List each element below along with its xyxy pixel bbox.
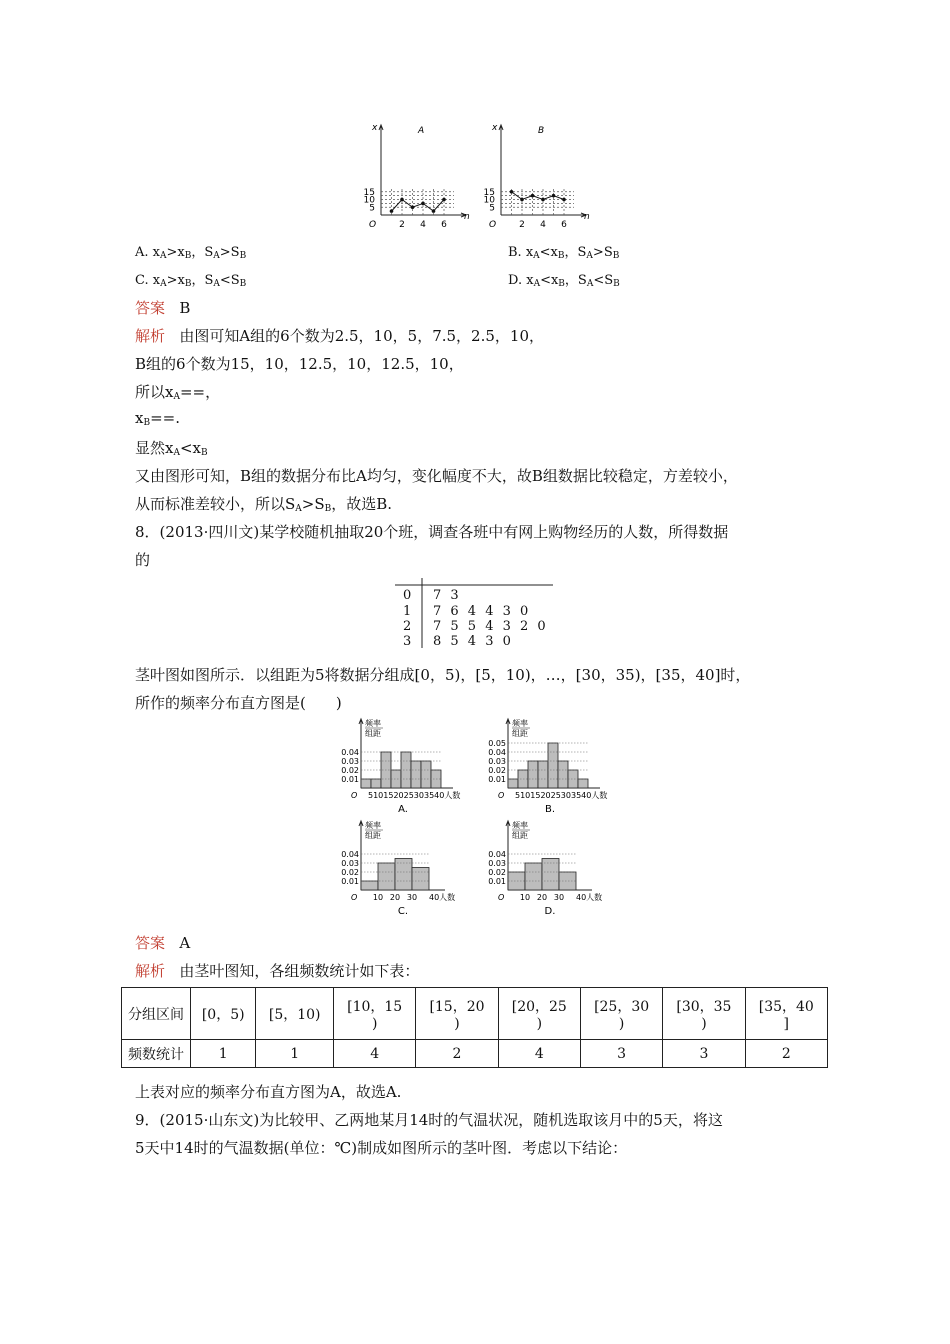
- q9-line2: 5天中14时的气温数据(单位：℃)制成如图所示的茎叶图．考虑以下结论：: [135, 1139, 628, 1157]
- x-tick-label: 4: [420, 220, 426, 230]
- y-tick-label: 0.01: [341, 877, 359, 886]
- histogram-a: [333, 716, 473, 816]
- origin-label: O: [351, 893, 358, 902]
- histogram-caption: B.: [544, 804, 556, 815]
- histogram-bar: [378, 863, 395, 890]
- table-cell: 2: [745, 1040, 827, 1068]
- origin-label: O: [498, 791, 505, 800]
- x-tick-label: 30: [553, 893, 565, 902]
- table-cell: 1: [191, 1040, 256, 1068]
- table-cell: [30，35 ): [663, 988, 745, 1040]
- q8-line3: 茎叶图如图所示．以组距为5将数据分组成[0，5)，[5，10)，…，[30，35)，[35，40]时，: [135, 666, 751, 684]
- y-tick-label: 0.04: [488, 850, 506, 859]
- data-point: [390, 209, 394, 213]
- x-tick-label: 2: [399, 220, 405, 230]
- line-chart-a: [358, 120, 478, 232]
- y-tick-label: 5: [489, 203, 495, 214]
- table-cell: [35，40 ]: [745, 988, 827, 1040]
- y-tick-label: 0.02: [488, 868, 506, 877]
- y-tick-label: 0.04: [341, 748, 359, 757]
- data-point: [520, 198, 524, 202]
- x-tick-label: 40人数: [429, 893, 456, 902]
- origin-label: O: [351, 791, 358, 800]
- table-row: [122, 988, 828, 1040]
- histogram-d: [480, 818, 620, 918]
- y-axis-label-top: 频率: [512, 719, 528, 728]
- y-tick-label: 0.03: [488, 859, 506, 868]
- y-axis-label-top: 频率: [365, 821, 381, 830]
- q8-conclusion: 上表对应的频率分布直方图为A，故选A.: [135, 1083, 402, 1101]
- origin-label: O: [489, 220, 497, 230]
- y-axis-label-top: 频率: [512, 821, 528, 830]
- series-line: [392, 200, 445, 212]
- q7-analysis-line6: 又由图形可知，B组的数据分布比A均匀，变化幅度不大，故B组数据比较稳定，方差较小，: [135, 467, 738, 485]
- histogram-b: [480, 716, 620, 816]
- y-tick-label: 15: [363, 187, 375, 198]
- data-point: [531, 194, 535, 198]
- table-cell: [15，20 ): [416, 988, 498, 1040]
- table-cell: 4: [334, 1040, 416, 1068]
- y-axis-label-top: 频率: [365, 719, 381, 728]
- y-tick-label: 0.01: [341, 775, 359, 784]
- table-cell: 频数统计: [122, 1040, 191, 1068]
- y-tick-label: 0.05: [488, 739, 506, 748]
- y-tick-label: 0.04: [488, 748, 506, 757]
- x-axis-label: n: [464, 212, 470, 222]
- x-tick-label: 10: [372, 893, 384, 902]
- table-cell: [20，25 ): [498, 988, 580, 1040]
- table-cell: 4: [498, 1040, 580, 1068]
- histogram-caption: D.: [544, 906, 556, 917]
- y-tick-label: 0.02: [341, 766, 359, 775]
- histogram-bar: [421, 761, 431, 788]
- histogram-bar: [371, 779, 381, 788]
- histogram-bar: [559, 872, 576, 890]
- option-d: D. $x_A<x_B$，$S_A<S_B$: [508, 273, 620, 289]
- histogram-bar: [508, 872, 525, 890]
- x-tick-label: 20: [389, 893, 401, 902]
- line-chart-b: [478, 120, 598, 232]
- q7-analysis-line7: 从而标准差较小，所以$S_A>S_B$，故选B.: [135, 495, 393, 514]
- x-tick-label: 20: [536, 893, 548, 902]
- stem-row: 3 8 5 4 3 0: [403, 634, 511, 649]
- y-tick-label: 0.03: [341, 859, 359, 868]
- q7-analysis-line2: B组的6个数为15，10，12.5，10，12.5，10，: [135, 355, 464, 373]
- y-axis-label-bottom: 组距: [512, 831, 528, 840]
- frequency-table: [121, 987, 828, 1068]
- q7-analysis-line4: $x_B==$.: [135, 409, 180, 428]
- q7-answer: 答案 B: [135, 299, 191, 317]
- stem-leaf-plot: [395, 578, 555, 648]
- data-point: [442, 198, 446, 202]
- y-tick-label: 0.01: [488, 877, 506, 886]
- q8-answer: 答案 A: [135, 934, 191, 952]
- x-tick-label: 6: [441, 220, 447, 230]
- histogram-bar: [558, 761, 568, 788]
- y-axis-label-bottom: 组距: [512, 729, 528, 738]
- y-axis-label: x: [372, 123, 378, 133]
- q7-analysis-line5: 显然$x_A<x_B$: [135, 439, 208, 458]
- option-c: C. $x_A>x_B$，$S_A<S_B$: [135, 273, 247, 289]
- histogram-bar: [578, 779, 588, 788]
- table-cell: 分组区间: [122, 988, 191, 1040]
- data-point: [552, 194, 556, 198]
- q7-analysis-line1: 解析 由图可知A组的6个数为2.5，10，5，7.5，2.5，10，: [135, 327, 544, 345]
- x-tick-label: 2: [519, 220, 525, 230]
- origin-label: O: [498, 893, 505, 902]
- q8-line1: 8．(2013·四川文)某学校随机抽取20个班，调查各班中有网上购物经历的人数，所得数据: [135, 523, 729, 541]
- data-point: [510, 190, 514, 194]
- x-tick-labels: 510152025303540人数: [515, 791, 608, 800]
- stem-row: 2 7 5 5 4 3 2 0: [403, 619, 546, 634]
- chart-title: A: [418, 126, 425, 136]
- x-tick-label: 30: [406, 893, 418, 902]
- y-tick-label: 0.01: [488, 775, 506, 784]
- table-cell: [0，5): [191, 988, 256, 1040]
- x-tick-label: 10: [519, 893, 531, 902]
- y-tick-label: 10: [363, 195, 375, 206]
- stem-row: 1 7 6 4 4 3 0: [403, 604, 529, 619]
- y-tick-label: 5: [369, 203, 375, 214]
- y-axis-label: x: [492, 123, 498, 133]
- y-tick-label: 0.03: [488, 757, 506, 766]
- data-point: [562, 198, 566, 202]
- q8-analysis: 解析 由茎叶图知，各组频数统计如下表：: [135, 962, 420, 980]
- table-cell: [5，10): [256, 988, 334, 1040]
- y-tick-label: 15: [483, 187, 495, 198]
- chart-title: B: [538, 126, 545, 136]
- y-tick-label: 10: [483, 195, 495, 206]
- histogram-bar: [525, 863, 542, 890]
- stem-row: 0 7 3: [403, 588, 459, 603]
- table-cell: 2: [416, 1040, 498, 1068]
- option-b: B. $x_A<x_B$，$S_A>S_B$: [508, 245, 620, 261]
- table-cell: [10，15 ): [334, 988, 416, 1040]
- table-cell: 3: [663, 1040, 745, 1068]
- data-point: [541, 198, 545, 202]
- data-point: [400, 198, 404, 202]
- x-tick-label: 6: [561, 220, 567, 230]
- histogram-bar: [361, 779, 371, 788]
- data-point: [432, 209, 436, 213]
- y-tick-label: 0.04: [341, 850, 359, 859]
- origin-label: O: [369, 220, 377, 230]
- table-cell: 1: [256, 1040, 334, 1068]
- table-row: [122, 1040, 828, 1068]
- option-a: A. $x_A>x_B$，$S_A>S_B$: [135, 245, 247, 261]
- x-tick-label: 40人数: [576, 893, 603, 902]
- table-cell: [25，30 ): [580, 988, 662, 1040]
- y-tick-label: 0.03: [341, 757, 359, 766]
- histogram-bar: [412, 868, 429, 891]
- q9-line1: 9．(2015·山东文)为比较甲、乙两地某月14时的气温状况，随机选取该月中的5天，将这: [135, 1111, 723, 1129]
- y-axis-label-bottom: 组距: [365, 831, 381, 840]
- q8-line4: 所作的频率分布直方图是( ): [135, 694, 342, 712]
- histogram-bar: [538, 761, 548, 788]
- y-axis-label-bottom: 组距: [365, 729, 381, 738]
- x-tick-label: 4: [540, 220, 546, 230]
- histogram-bar: [528, 761, 538, 788]
- q7-analysis-line3: 所以$x_A==$，: [135, 383, 221, 402]
- histogram-c: [333, 818, 473, 918]
- data-point: [421, 202, 425, 206]
- histogram-bar: [508, 779, 518, 788]
- x-axis-label: n: [584, 212, 590, 222]
- table-cell: 3: [580, 1040, 662, 1068]
- histogram-bar: [411, 761, 421, 788]
- y-tick-label: 0.02: [341, 868, 359, 877]
- q8-line2: 的: [135, 551, 151, 569]
- y-tick-label: 0.02: [488, 766, 506, 775]
- histogram-caption: C.: [397, 906, 409, 917]
- histogram-bar: [361, 881, 378, 890]
- x-tick-labels: 510152025303540人数: [368, 791, 461, 800]
- data-point: [411, 205, 415, 209]
- histogram-caption: A.: [398, 804, 408, 815]
- histogram-bar: [548, 743, 558, 788]
